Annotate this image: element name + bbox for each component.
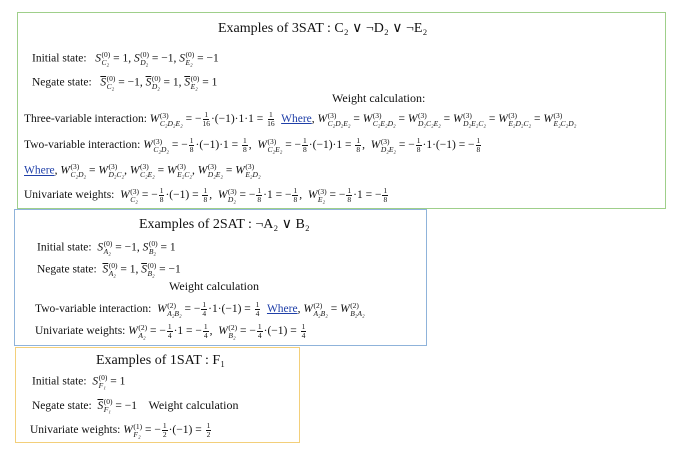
3sat-initial-state: Initial state: S (0) C₂ = 1, S (0) D₂ = −1, S (0) E₂ = −1 [32,50,219,67]
2sat-initial-state: Initial state: S (0) A₂ = −1, S (0) B₂ = 1 [37,239,176,256]
2sat-negate-state: Negate state: $\overline{S}$ (0) A₂ = 1, $\overline{S}$ (0) B₂ = −1 [37,261,181,278]
1sat-title: Examples of 1SAT : F₁ [96,353,226,368]
3sat-two-variable: Two-variable interaction: W (3) C₂D₂ = − $\frac{1}{8}$ ·(−1)·1 = $\frac{1}{8}$ , W (3) C₂E₂ = − $\frac{1}{8}$ ·(−1)·1 = $\frac{1}{8}$ , W (3) D₂E₂ = − $\frac{1}{8}$ ·1·(−1) = − $\frac{1}{8}$ [24,136,481,154]
2sat-title: Examples of 2SAT : ¬A₂ ∨ B₂ [139,217,310,232]
3sat-three-variable: Three-variable interaction: W (3) C₂D₂E₂ = − $\frac{1}{16}$ ·(−1)·1·1 = $\frac{1}{16}$ Where, W (3) C₂D₂E₂ = W (3) C₂E₂D₂ = W (3) D₂C₂E₂ = W (3) D₂E₂C₂ = W (3) E₂D₂C₂ = W (3) E₂C₂D₂ [24,110,577,128]
1sat-negate-state: Negate state: $\overline{S}$ (0) F₁ = −1 Weight calculation [32,397,239,415]
1sat-initial-state: Initial state: S (0) F₁ = 1 [32,373,126,390]
1sat-panel [15,347,300,443]
1sat-univariate: Univariate weights: W (1) F₂ = − $\frac{1}{2}$ ·(−1) = $\frac{1}{2}$ [30,421,211,439]
2sat-two-variable: Two-variable interaction: W (2) A₂B₂ = − $\frac{1}{4}$ ·1·(−1) = $\frac{1}{4}$ Where, W (2) A₂B₂ = W (2) B₂A₂ [35,300,365,318]
1sat-weight-heading: Weight calculation [148,398,239,412]
3sat-negate-state: Negate state: $\overline{S}$ (0) C₂ = −1, $\overline{S}$ (0) D₂ = 1, $\overline{S}$ (0) E₂ = 1 [32,74,218,91]
3sat-panel [17,12,666,209]
2sat-panel [14,209,427,346]
3sat-title: Examples of 3SAT : C₂ ∨ ¬D₂ ∨ ¬E₂ [218,21,428,36]
2sat-weight-heading: Weight calculation [169,279,259,293]
2sat-univariate: Univariate weights: W (2) A₂ = − $\frac{1}{4}$ ·1 = − $\frac{1}{4}$ , W (2) B₂ = − $\frac{1}{4}$ ·(−1) = $\frac{1}{4}$ [35,322,306,340]
3sat-where-line: Where, W (3) C₂D₂ = W (3) D₂C₂ , W (3) C₂E₂ = W (3) E₂C₂ , W (3) D₂E₂ = W (3) E₂D₂ [24,162,261,179]
3sat-univariate: Univariate weights: W (3) C₂ = − $\frac{1}{8}$ ·(−1) = $\frac{1}{8}$ , W (3) D₂ = − $\frac{1}{8}$ ·1 = − $\frac{1}{8}$ , W (3) E₂ = − $\frac{1}{8}$ ·1 = − $\frac{1}{8}$ [24,186,388,204]
3sat-weight-heading: Weight calculation: [332,91,426,105]
